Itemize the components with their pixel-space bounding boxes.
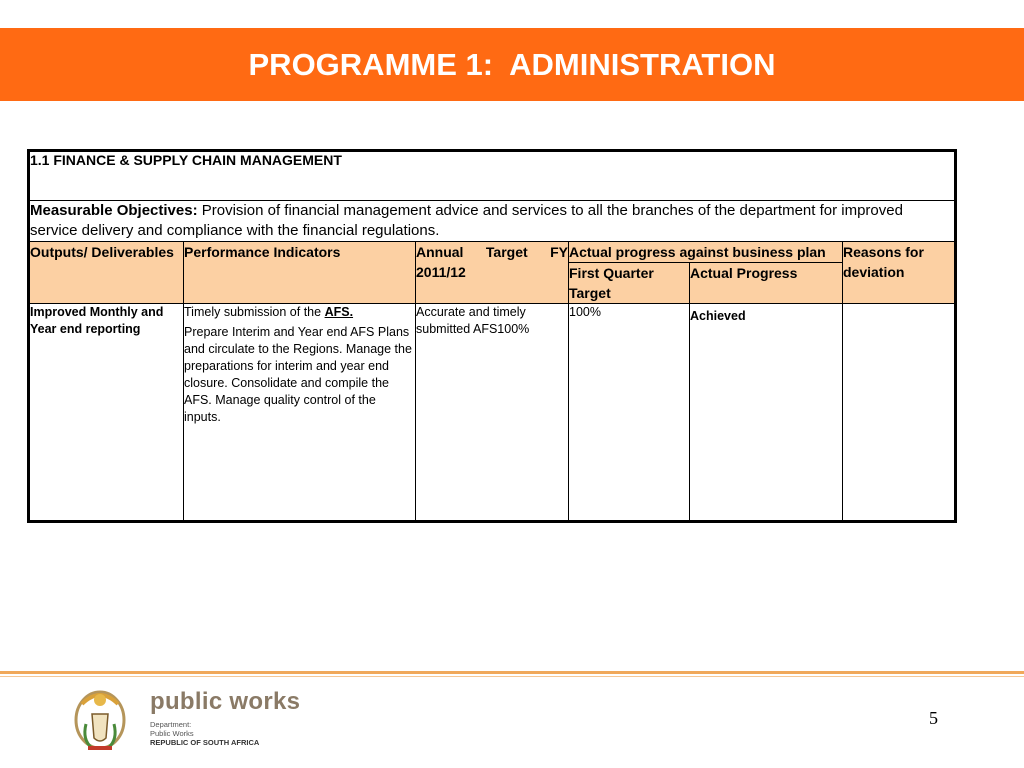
cell-reasons bbox=[843, 304, 956, 522]
header-first-quarter-target: First Quarter Target bbox=[569, 263, 690, 304]
footer-divider bbox=[0, 671, 1024, 674]
dept-line-1: Department: bbox=[150, 720, 192, 729]
header-annual-target: Annual Target FY 2011/12 bbox=[416, 242, 569, 304]
cell-indicator bbox=[184, 304, 416, 522]
header-performance-indicators: Performance Indicators bbox=[184, 242, 416, 304]
title-bar bbox=[0, 28, 1024, 101]
cell-actual bbox=[690, 304, 843, 522]
department-text bbox=[150, 720, 259, 747]
section-heading: 1.1 FINANCE & SUPPLY CHAIN MANAGEMENT bbox=[29, 151, 956, 201]
achieved-status: Achieved bbox=[690, 309, 746, 323]
dept-line-3: REPUBLIC OF SOUTH AFRICA bbox=[150, 738, 260, 747]
measurable-objectives bbox=[29, 201, 956, 242]
afs-link[interactable]: AFS. bbox=[324, 305, 354, 319]
objectives-label: Measurable Objectives: bbox=[30, 202, 198, 219]
programme-table bbox=[27, 149, 957, 523]
public-works-logo bbox=[70, 684, 310, 754]
indicator-detail: Prepare Interim and Year end AFS Plans and circulate to the Regions. Manage the preparations for interim and year end closure. Consolidate and compile the AFS. Manage quality control of the inputs. bbox=[184, 325, 412, 424]
cell-first-quarter: 100% bbox=[569, 304, 690, 522]
indicator-prefix: Timely submission of the bbox=[184, 305, 325, 319]
header-actual-progress: Actual progress against business plan bbox=[569, 242, 843, 263]
page-number: 5 bbox=[929, 708, 938, 728]
header-actual-progress-sub: Actual Progress bbox=[690, 263, 843, 304]
slide-title: PROGRAMME 1: ADMINISTRATION bbox=[248, 46, 776, 82]
brand-name: public works bbox=[150, 688, 301, 715]
footer-divider-thin bbox=[0, 676, 1024, 677]
header-outputs: Outputs/ Deliverables bbox=[29, 242, 184, 304]
dept-line-2: Public Works bbox=[150, 729, 194, 738]
cell-output: Improved Monthly and Year end reporting bbox=[29, 304, 184, 522]
cell-annual-target: Accurate and timely submitted AFS100% bbox=[416, 304, 569, 522]
objectives-text: Provision of financial management advice and services to all the branches of the department for improved service delivery and compliance with the financial regulations. bbox=[30, 202, 903, 239]
coat-of-arms-icon bbox=[70, 684, 130, 754]
header-reasons-for-deviation: Reasons for deviation bbox=[843, 242, 956, 304]
